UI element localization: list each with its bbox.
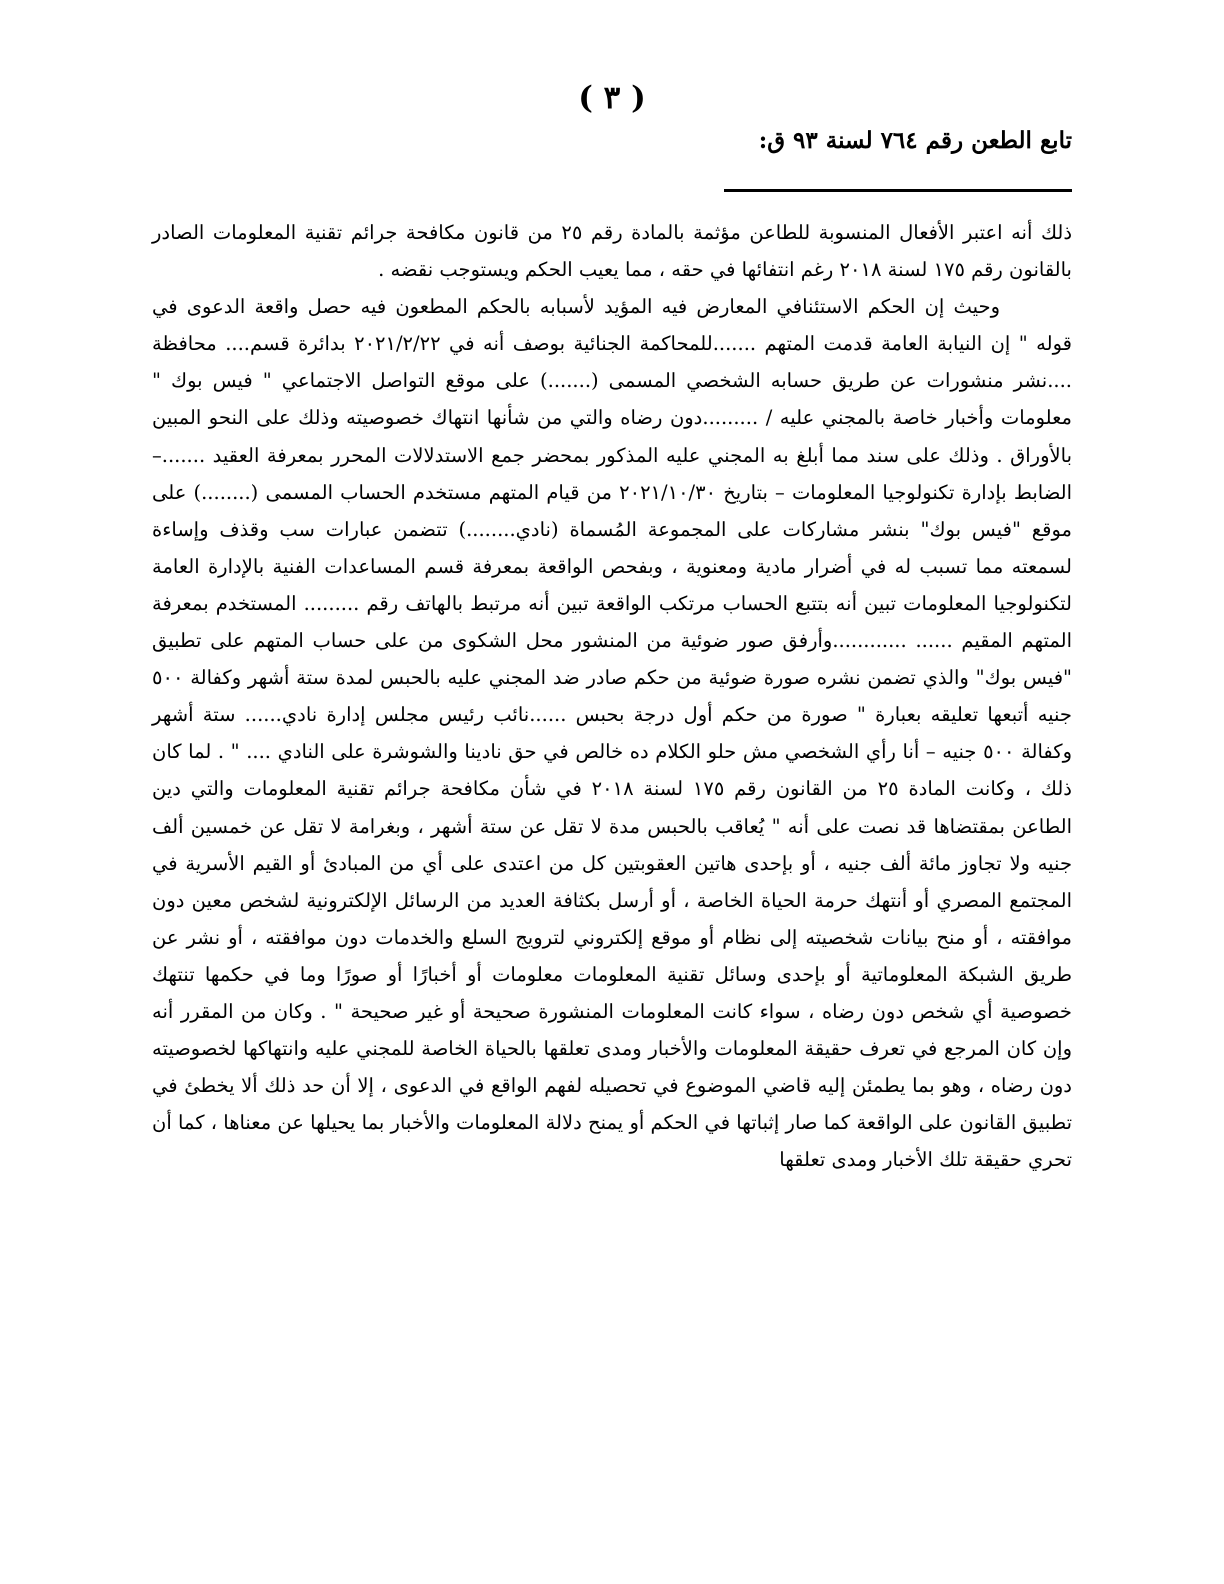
paragraph-2: وحيث إن الحكم الاستئنافي المعارض فيه المؤيد لأسبابه بالحكم المطعون فيه حصل واقعة الدعوى في قوله " إن النيابة العامة قدمت المتهم .......للمحاكمة الجنائية بوصف أنه في ٢٠٢١/٢/٢٢ بدائرة قسم.... محافظة ....نشر منشورات عن طريق حسابه الشخصي المسمى (.......) على موقع التواصل الاجتماعي " فيس بوك " معلومات وأخبار خاصة بالمجني عليه / .........دون رضاه والتي من شأنها انتهاك خصوصيته وذلك على النحو المبين بالأوراق . وذلك على سند مما أبلغ به المجني عليه المذكور بمحضر جمع الاستدلالات المحرر بمعرفة العقيد .......– الضابط بإدارة تكنولوجيا المعلومات – بتاريخ ٢٠٢١/١٠/٣٠ من قيام المتهم مستخدم الحساب المسمى (........) على موقع "فيس بوك" بنشر مشاركات على المجموعة المُسماة (نادي........) تتضمن عبارات سب وقذف وإساءة لسمعته مما تسبب له في أضرار مادية ومعنوية ، وبفحص الواقعة بمعرفة قسم المساعدات الفنية بالإدارة العامة لتكنولوجيا المعلومات تبين أنه بتتبع الحساب مرتكب الواقعة تبين أنه مرتبط بالهاتف رقم ......... المستخدم بمعرفة المتهم المقيم ...... ............وأرفق صور ضوئية من المنشور محل الشكوى من على حساب المتهم على تطبيق "فيس بوك" والذي تضمن نشره صورة ضوئية من حكم صادر ضد المجني عليه بالحبس لمدة ستة أشهر وكفالة ٥٠٠ جنيه أتبعها تعليقه بعبارة " صورة من حكم أول درجة بحبس ......نائب رئيس مجلس إدارة نادي...... ستة أشهر وكفالة ٥٠٠ جنيه – أنا رأي الشخصي مش حلو الكلام ده خالص في حق نادينا والشوشرة على النادي .... " . لما كان ذلك ، وكانت المادة ٢٥ من القانون رقم ١٧٥ لسنة ٢٠١٨ في شأن مكافحة جرائم تقنية المعلومات والتي دين الطاعن بمقتضاها قد نصت على أنه " يُعاقب بالحبس مدة لا تقل عن ستة أشهر ، وبغرامة لا تقل عن خمسين ألف جنيه ولا تجاوز مائة ألف جنيه ، أو بإحدى هاتين العقوبتين كل من اعتدى على أي من المبادئ أو القيم الأسرية في المجتمع المصري أو أنتهك حرمة الحياة الخاصة ، أو أرسل بكثافة العديد من الرسائل الإلكترونية لشخص معين دون موافقته ، أو منح بيانات شخصيته إلى نظام أو موقع إلكتروني لترويج السلع والخدمات دون موافقته ، أو نشر عن طريق الشبكة المعلوماتية أو بإحدى وسائل تقنية المعلومات معلومات أو أخبارًا أو صورًا وما في حكمها تنتهك خصوصية أي شخص دون رضاه ، سواء كانت المعلومات المنشورة صحيحة أو غير صحيحة " . وكان من المقرر أنه وإن كان المرجع في تعرف حقيقة المعلومات والأخبار ومدى تعلقها بالحياة الخاصة للمجني عليه وانتهاكها لخصوصيته دون رضاه ، وهو بما يطمئن إليه قاضي الموضوع في تحصيله لفهم الواقع في الدعوى ، إلا أن حد ذلك ألا يخطئ في تطبيق القانون على الواقعة كما صار إثباتها في الحكم أو يمنح دلالة المعلومات والأخبار بما يحيلها عن معناها ، كما أن تحري حقيقة تلك الأخبار ومدى تعلقها xyxy=(152,295,1073,1172)
page-number: ( ٣ ) xyxy=(578,80,646,116)
paragraph-1: ذلك أنه اعتبر الأفعال المنسوبة للطاعن مؤثمة بالمادة رقم ٢٥ من قانون مكافحة جرائم تقنية المعلومات الصادر بالقانون رقم ١٧٥ لسنة ٢٠١٨ رغم انتفائها في حقه ، مما يعيب الحكم ويستوجب نقضه . xyxy=(152,221,1072,282)
heading-underline xyxy=(724,189,1072,192)
case-heading: تابع الطعن رقم ٧٦٤ لسنة ٩٣ ق: xyxy=(758,127,1072,154)
body-text xyxy=(152,214,1072,1178)
